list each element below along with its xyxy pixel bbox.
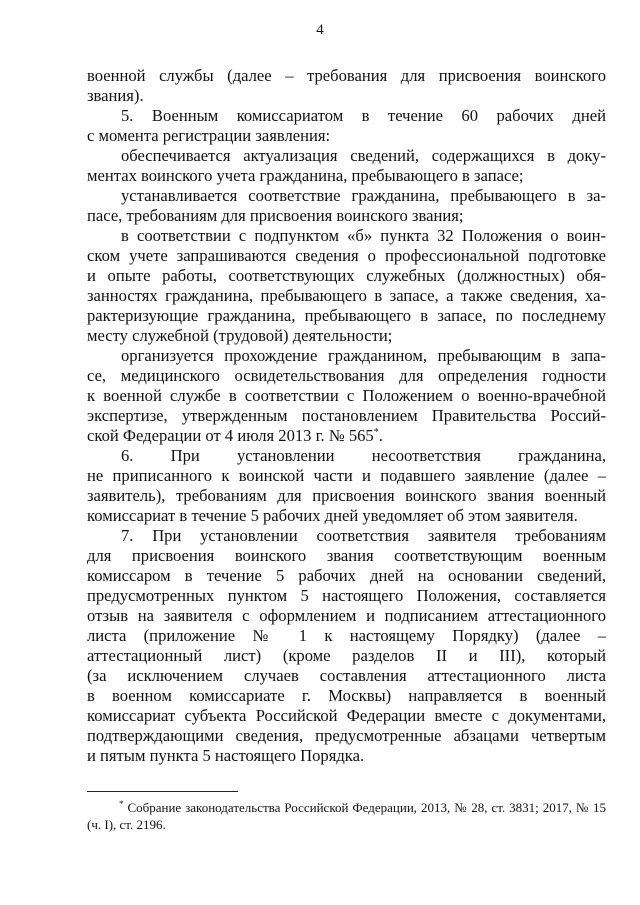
line-text: занностях гражданина, пребывающего в запасе, а также сведения, ха-: [87, 286, 606, 305]
text-line: [87, 186, 606, 206]
line-text: и опыте работы, соответствующих служебных (должностных) обя-: [87, 266, 606, 285]
paragraph: [87, 446, 606, 526]
text-line: [87, 266, 606, 286]
paragraph: [87, 186, 606, 226]
line-text: ской Федерации от 4 июля 2013 г. № 565: [87, 426, 374, 445]
line-text: комиссаром в течение 5 рабочих дней на основании сведений,: [87, 566, 606, 585]
paragraph: [87, 106, 606, 146]
line-text: 5. Военным комиссариатом в течение 60 рабочих дней: [121, 106, 606, 125]
footnote-mark: *: [119, 799, 124, 809]
text-line: [87, 606, 606, 626]
text-line: [87, 246, 606, 266]
text-line: [87, 526, 606, 546]
text-line: [87, 466, 606, 486]
line-text: подтверждающими сведения, предусмотренные абзацами четвертым: [87, 726, 606, 745]
line-text: к военной службе в соответствии с Положением о военно-врачебной: [87, 386, 606, 405]
text-line: [87, 306, 606, 326]
footnote-text: (ч. I), ст. 2196.: [87, 817, 166, 832]
line-text: (за исключением случаев составления аттестационного листа: [87, 666, 606, 685]
line-text: отзыв на заявителя с оформлением и подписанием аттестационного: [87, 606, 606, 625]
text-line: [87, 686, 606, 706]
text-line: [87, 746, 606, 766]
line-text: се, медицинского освидетельствования для определения годности: [87, 366, 606, 385]
text-line: [87, 366, 606, 386]
line-text: комиссариат субъекта Российской Федерации вместе с документами,: [87, 706, 606, 725]
footnote-line: [87, 816, 606, 833]
line-text: военной службы (далее – требования для присвоения воинского: [87, 66, 606, 85]
line-text: 7. При установлении соответствия заявителя требованиям: [121, 526, 606, 545]
line-text: устанавливается соответствие гражданина, пребывающего в за-: [121, 186, 606, 205]
text-line: [87, 106, 606, 126]
text-line: [87, 346, 606, 366]
text-line: [87, 326, 606, 346]
text-line: [87, 706, 606, 726]
line-text: 6. При установлении несоответствия гражданина,: [121, 446, 606, 465]
page-number: 4: [316, 22, 324, 38]
line-text: месту служебной (трудовой) деятельности;: [87, 326, 393, 345]
line-text: с момента регистрации заявления:: [87, 126, 331, 145]
body-text: [87, 66, 606, 766]
text-line: [87, 486, 606, 506]
text-line: [87, 66, 606, 86]
line-text: экспертизе, утвержденным постановлением Правительства Россий-: [87, 406, 606, 425]
line-text: в военном комиссариате г. Москвы) направляется в военный: [87, 686, 606, 705]
text-line: [87, 226, 606, 246]
line-text: обеспечивается актуализация сведений, содержащихся в доку-: [121, 146, 606, 165]
line-text: ментах воинского учета гражданина, пребывающего в запасе;: [87, 166, 524, 185]
text-line: [87, 166, 606, 186]
line-text: аттестационный лист) (кроме разделов II и III), который: [87, 646, 606, 665]
text-line: [87, 86, 606, 106]
text-line: [87, 586, 606, 606]
line-text: и пятым пункта 5 настоящего Порядка.: [87, 746, 365, 765]
footnote-separator: [87, 791, 238, 792]
line-text: в соответствии с подпунктом «б» пункта 32 Положения о воин-: [121, 226, 606, 245]
text-line: [87, 626, 606, 646]
paragraph: [87, 346, 606, 446]
line-text: звания).: [87, 86, 144, 105]
footnote-text: Собрание законодательства Российской Федерации, 2013, № 28, ст. 3831; 2017, № 15: [123, 800, 606, 815]
paragraph: [87, 146, 606, 186]
text-line: [87, 506, 606, 526]
text-line: [87, 446, 606, 466]
line-tail: .: [378, 426, 383, 445]
text-line: [87, 206, 606, 226]
footnote-reference-mark: *: [373, 427, 379, 438]
footnote-line: [87, 799, 606, 816]
paragraph: [87, 526, 606, 766]
line-text: комиссариат в течение 5 рабочих дней уведомляет об этом заявителя.: [87, 506, 578, 525]
text-line: [87, 286, 606, 306]
line-text: заявитель), требованиям для присвоения воинского звания военный: [87, 486, 606, 505]
text-line: [87, 646, 606, 666]
text-line: [87, 386, 606, 406]
text-line: [87, 546, 606, 566]
text-line: [87, 426, 606, 446]
text-line: [87, 666, 606, 686]
line-text: организуется прохождение гражданином, пребывающим в запа-: [121, 346, 606, 365]
line-text: пасе, требованиям для присвоения воинского звания;: [87, 206, 464, 225]
line-text: предусмотренных пунктом 5 настоящего Положения, составляется: [87, 586, 606, 605]
text-line: [87, 126, 606, 146]
paragraph: [87, 66, 606, 106]
text-line: [87, 406, 606, 426]
line-text: рактеризующие гражданина, пребывающего в запасе, по последнему: [87, 306, 606, 325]
line-text: не приписанного к воинской части и подавшего заявление (далее –: [87, 466, 606, 485]
text-line: [87, 146, 606, 166]
text-line: [87, 566, 606, 586]
paragraph: [87, 226, 606, 346]
footnote: [87, 799, 606, 833]
line-text: для присвоения воинского звания соответствующим военным: [87, 546, 606, 565]
line-text: ском учете запрашиваются сведения о профессиональной подготовке: [87, 246, 606, 265]
line-text: листа (приложение № 1 к настоящему Порядку) (далее –: [87, 626, 606, 645]
text-line: [87, 726, 606, 746]
